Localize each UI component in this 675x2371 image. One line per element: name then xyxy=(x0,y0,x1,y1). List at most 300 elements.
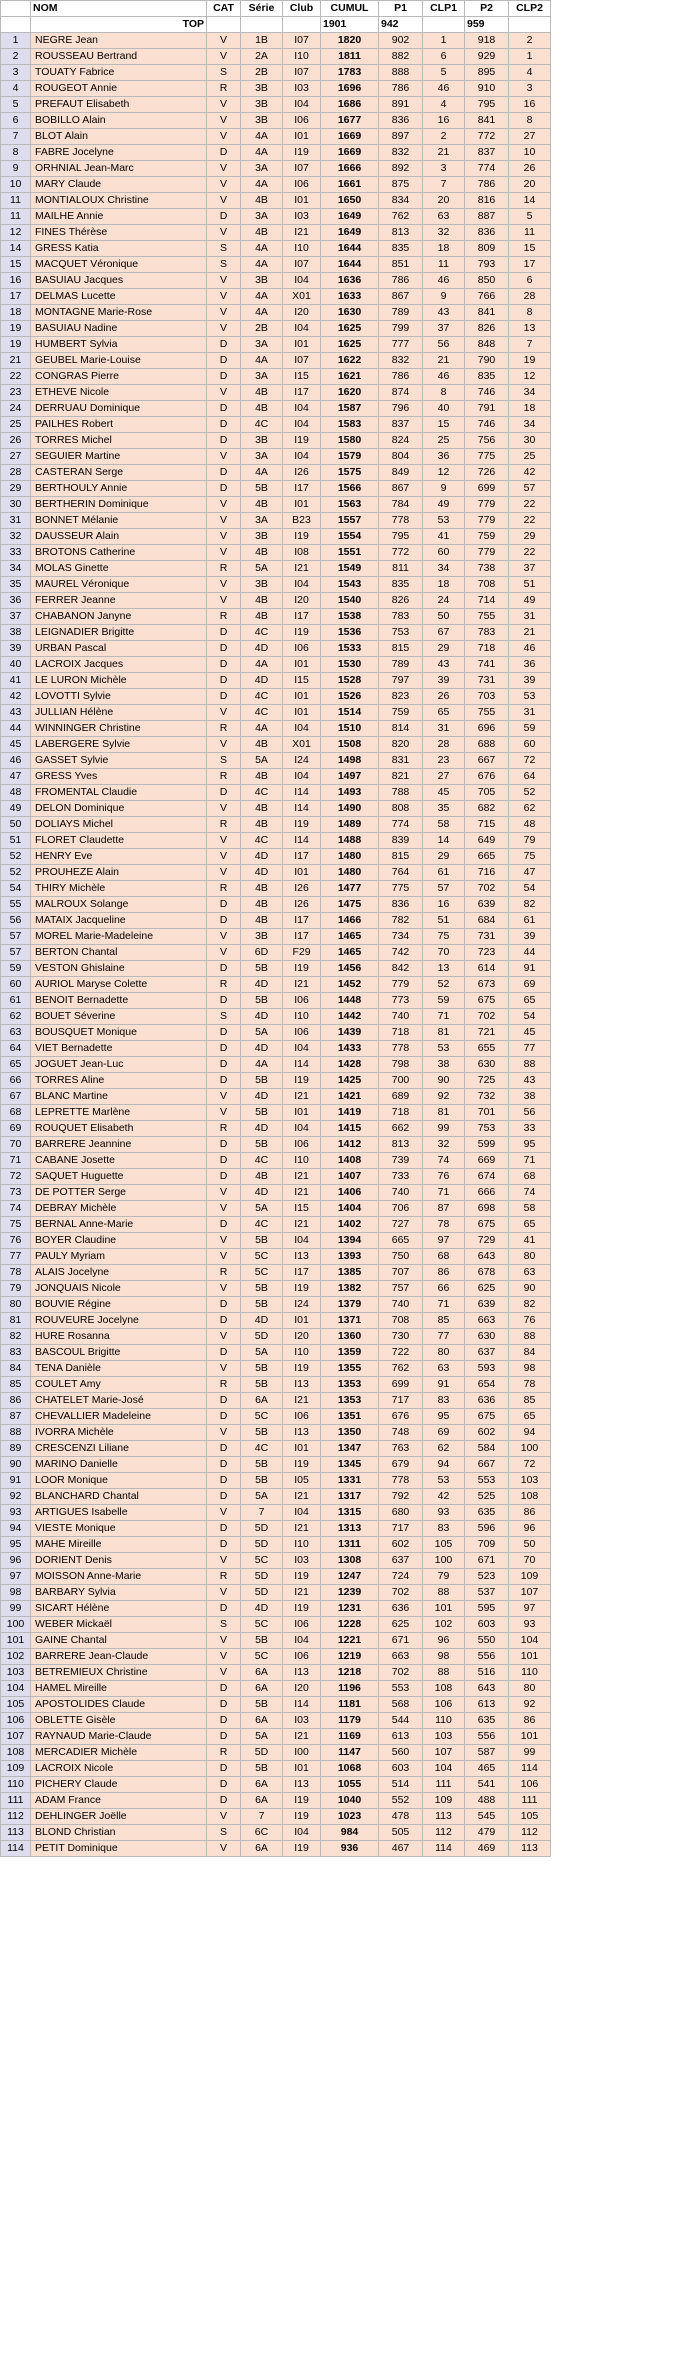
row-p1: 514 xyxy=(379,1777,423,1793)
row-clp1: 14 xyxy=(423,833,465,849)
table-row[interactable] xyxy=(1,1825,675,1841)
table-row[interactable] xyxy=(1,513,675,529)
table-row[interactable] xyxy=(1,1009,675,1025)
row-clp1: 9 xyxy=(423,289,465,305)
table-row[interactable] xyxy=(1,289,675,305)
table-row[interactable] xyxy=(1,321,675,337)
row-clp1: 65 xyxy=(423,705,465,721)
row-pad xyxy=(551,1601,675,1617)
table-row[interactable] xyxy=(1,1313,675,1329)
row-clp2: 31 xyxy=(509,705,551,721)
row-serie: 5D xyxy=(241,1329,283,1345)
row-cumul: 1533 xyxy=(321,641,379,657)
row-name: BARRERE Jeannine xyxy=(31,1137,207,1153)
table-row[interactable] xyxy=(1,1169,675,1185)
row-serie: 4A xyxy=(241,721,283,737)
table-row[interactable] xyxy=(1,769,675,785)
table-row[interactable] xyxy=(1,497,675,513)
row-clp1: 35 xyxy=(423,801,465,817)
row-p1: 613 xyxy=(379,1729,423,1745)
table-row[interactable] xyxy=(1,1377,675,1393)
row-cat: V xyxy=(207,33,241,49)
row-serie: 4D xyxy=(241,1601,283,1617)
row-cat: D xyxy=(207,961,241,977)
row-clp1: 63 xyxy=(423,209,465,225)
row-clp2: 82 xyxy=(509,1297,551,1313)
row-p1: 795 xyxy=(379,529,423,545)
row-club: I01 xyxy=(283,129,321,145)
row-pad xyxy=(551,1105,675,1121)
row-clp2: 2 xyxy=(509,33,551,49)
row-p1: 662 xyxy=(379,1121,423,1137)
table-row[interactable] xyxy=(1,449,675,465)
table-row[interactable] xyxy=(1,273,675,289)
table-row[interactable] xyxy=(1,145,675,161)
row-pad xyxy=(551,1761,675,1777)
table-row[interactable] xyxy=(1,1089,675,1105)
row-pad xyxy=(551,961,675,977)
table-row[interactable] xyxy=(1,433,675,449)
table-row[interactable] xyxy=(1,625,675,641)
row-p1: 722 xyxy=(379,1345,423,1361)
table-row[interactable] xyxy=(1,1745,675,1761)
row-p1: 759 xyxy=(379,705,423,721)
row-serie: 4A xyxy=(241,657,283,673)
row-serie: 3A xyxy=(241,369,283,385)
table-row[interactable] xyxy=(1,657,675,673)
table-row[interactable] xyxy=(1,1553,675,1569)
row-p2: 614 xyxy=(465,961,509,977)
row-pad xyxy=(551,1313,675,1329)
row-clp1: 67 xyxy=(423,625,465,641)
table-row[interactable] xyxy=(1,977,675,993)
row-name: GAINE Chantal xyxy=(31,1633,207,1649)
row-p2: 702 xyxy=(465,881,509,897)
table-row[interactable] xyxy=(1,1041,675,1057)
table-row[interactable] xyxy=(1,913,675,929)
table-row[interactable] xyxy=(1,529,675,545)
row-cumul: 1439 xyxy=(321,1025,379,1041)
row-cat: S xyxy=(207,257,241,273)
row-p2: 556 xyxy=(465,1729,509,1745)
row-rank: 39 xyxy=(1,641,31,657)
table-row[interactable] xyxy=(1,1601,675,1617)
table-row[interactable] xyxy=(1,1057,675,1073)
table-row[interactable] xyxy=(1,1393,675,1409)
row-rank: 109 xyxy=(1,1761,31,1777)
row-pad xyxy=(551,449,675,465)
table-row[interactable] xyxy=(1,481,675,497)
row-p2: 816 xyxy=(465,193,509,209)
table-row[interactable] xyxy=(1,849,675,865)
table-row[interactable] xyxy=(1,1233,675,1249)
table-row[interactable] xyxy=(1,897,675,913)
table-row[interactable] xyxy=(1,49,675,65)
row-name: WEBER Mickaël xyxy=(31,1617,207,1633)
row-p1: 733 xyxy=(379,1169,423,1185)
table-row[interactable] xyxy=(1,1345,675,1361)
row-pad xyxy=(551,113,675,129)
table-row[interactable] xyxy=(1,817,675,833)
row-club: I17 xyxy=(283,609,321,625)
row-p2: 809 xyxy=(465,241,509,257)
table-row[interactable] xyxy=(1,993,675,1009)
row-name: BASCOUL Brigitte xyxy=(31,1345,207,1361)
row-serie: 6C xyxy=(241,1825,283,1841)
table-row[interactable] xyxy=(1,1521,675,1537)
row-rank: 78 xyxy=(1,1265,31,1281)
row-name: BERTHOULY Annie xyxy=(31,481,207,497)
row-rank: 57 xyxy=(1,929,31,945)
table-row[interactable] xyxy=(1,1505,675,1521)
table-row[interactable] xyxy=(1,1425,675,1441)
row-club: I01 xyxy=(283,865,321,881)
table-row[interactable] xyxy=(1,945,675,961)
row-p1: 797 xyxy=(379,673,423,689)
row-clp2: 46 xyxy=(509,641,551,657)
row-clp2: 97 xyxy=(509,1601,551,1617)
header-p2: P2 xyxy=(465,1,509,17)
table-row[interactable] xyxy=(1,1201,675,1217)
row-pad xyxy=(551,1425,675,1441)
row-club: I01 xyxy=(283,1761,321,1777)
row-rank: 70 xyxy=(1,1137,31,1153)
row-club: X01 xyxy=(283,737,321,753)
row-p2: 791 xyxy=(465,401,509,417)
row-pad xyxy=(551,97,675,113)
table-row[interactable] xyxy=(1,1265,675,1281)
table-row[interactable] xyxy=(1,33,675,49)
table-row[interactable] xyxy=(1,881,675,897)
row-serie: 5B xyxy=(241,1425,283,1441)
row-p2: 669 xyxy=(465,1153,509,1169)
table-row[interactable] xyxy=(1,1681,675,1697)
row-cat: V xyxy=(207,1553,241,1569)
row-cumul: 1393 xyxy=(321,1249,379,1265)
row-p2: 918 xyxy=(465,33,509,49)
table-row[interactable] xyxy=(1,1585,675,1601)
row-clp1: 52 xyxy=(423,977,465,993)
row-p1: 792 xyxy=(379,1489,423,1505)
table-row[interactable] xyxy=(1,609,675,625)
table-row[interactable] xyxy=(1,177,675,193)
row-clp2: 44 xyxy=(509,945,551,961)
row-cat: D xyxy=(207,465,241,481)
row-cumul: 1385 xyxy=(321,1265,379,1281)
table-row[interactable] xyxy=(1,1729,675,1745)
table-row[interactable] xyxy=(1,1793,675,1809)
table-row[interactable] xyxy=(1,1761,675,1777)
row-cumul: 1404 xyxy=(321,1201,379,1217)
table-row[interactable] xyxy=(1,113,675,129)
table-row[interactable] xyxy=(1,1457,675,1473)
table-row[interactable] xyxy=(1,1281,675,1297)
table-row[interactable] xyxy=(1,1361,675,1377)
row-clp2: 1 xyxy=(509,49,551,65)
table-row[interactable] xyxy=(1,1617,675,1633)
table-row[interactable] xyxy=(1,1137,675,1153)
row-club: I13 xyxy=(283,1665,321,1681)
table-row[interactable] xyxy=(1,1777,675,1793)
row-p1: 676 xyxy=(379,1409,423,1425)
row-pad xyxy=(551,977,675,993)
row-name: HAMEL Mireille xyxy=(31,1681,207,1697)
row-cat: V xyxy=(207,1249,241,1265)
row-pad xyxy=(551,1009,675,1025)
row-rank: 7 xyxy=(1,129,31,145)
row-p2: 887 xyxy=(465,209,509,225)
table-row[interactable] xyxy=(1,241,675,257)
table-row[interactable] xyxy=(1,1665,675,1681)
row-cat: V xyxy=(207,593,241,609)
table-row[interactable] xyxy=(1,1697,675,1713)
table-row[interactable] xyxy=(1,545,675,561)
row-p1: 718 xyxy=(379,1025,423,1041)
table-row[interactable] xyxy=(1,417,675,433)
row-cumul: 1351 xyxy=(321,1409,379,1425)
row-p2: 726 xyxy=(465,465,509,481)
row-club: I14 xyxy=(283,1697,321,1713)
table-row[interactable] xyxy=(1,1073,675,1089)
row-club: I24 xyxy=(283,1297,321,1313)
table-row[interactable] xyxy=(1,129,675,145)
row-clp1: 50 xyxy=(423,609,465,625)
row-clp2: 10 xyxy=(509,145,551,161)
row-pad xyxy=(551,1217,675,1233)
table-row[interactable] xyxy=(1,673,675,689)
table-row[interactable] xyxy=(1,1649,675,1665)
row-pad xyxy=(551,673,675,689)
row-club: I01 xyxy=(283,657,321,673)
row-clp2: 31 xyxy=(509,609,551,625)
row-serie: 6A xyxy=(241,1777,283,1793)
row-clp1: 88 xyxy=(423,1665,465,1681)
row-p2: 603 xyxy=(465,1617,509,1633)
row-p1: 832 xyxy=(379,145,423,161)
row-clp1: 61 xyxy=(423,865,465,881)
row-clp2: 93 xyxy=(509,1617,551,1633)
row-p1: 505 xyxy=(379,1825,423,1841)
table-row[interactable] xyxy=(1,1537,675,1553)
table-row[interactable] xyxy=(1,209,675,225)
table-row[interactable] xyxy=(1,305,675,321)
table-row[interactable] xyxy=(1,1441,675,1457)
row-name: BARBARY Sylvia xyxy=(31,1585,207,1601)
row-club: I17 xyxy=(283,849,321,865)
row-serie: 5B xyxy=(241,993,283,1009)
row-serie: 3B xyxy=(241,273,283,289)
row-p1: 773 xyxy=(379,993,423,1009)
row-name: BOUET Séverine xyxy=(31,1009,207,1025)
table-row[interactable] xyxy=(1,1249,675,1265)
table-row[interactable] xyxy=(1,753,675,769)
row-rank: 52 xyxy=(1,849,31,865)
row-p1: 625 xyxy=(379,1617,423,1633)
row-clp2: 105 xyxy=(509,1809,551,1825)
table-row[interactable] xyxy=(1,689,675,705)
table-row[interactable] xyxy=(1,65,675,81)
row-club: I21 xyxy=(283,977,321,993)
row-cumul: 1514 xyxy=(321,705,379,721)
table-row[interactable] xyxy=(1,401,675,417)
row-clp2: 70 xyxy=(509,1553,551,1569)
row-cat: V xyxy=(207,945,241,961)
table-row[interactable] xyxy=(1,161,675,177)
table-row[interactable] xyxy=(1,801,675,817)
table-row[interactable] xyxy=(1,385,675,401)
row-club: I19 xyxy=(283,1457,321,1473)
row-cat: D xyxy=(207,1681,241,1697)
table-row[interactable] xyxy=(1,929,675,945)
row-serie: 4B xyxy=(241,769,283,785)
row-name: BROTONS Catherine xyxy=(31,545,207,561)
row-p2: 746 xyxy=(465,385,509,401)
row-p2: 715 xyxy=(465,817,509,833)
row-clp1: 76 xyxy=(423,1169,465,1185)
table-row[interactable] xyxy=(1,1489,675,1505)
row-pad xyxy=(551,945,675,961)
row-p1: 762 xyxy=(379,1361,423,1377)
row-club: I06 xyxy=(283,1649,321,1665)
row-clp2: 54 xyxy=(509,1009,551,1025)
row-clp2: 14 xyxy=(509,193,551,209)
row-cumul: 1622 xyxy=(321,353,379,369)
table-row[interactable] xyxy=(1,737,675,753)
row-rank: 24 xyxy=(1,401,31,417)
row-name: MAUREL Véronique xyxy=(31,577,207,593)
row-p2: 587 xyxy=(465,1745,509,1761)
table-row[interactable] xyxy=(1,1297,675,1313)
table-row[interactable] xyxy=(1,705,675,721)
table-row[interactable] xyxy=(1,1105,675,1121)
row-cumul: 1526 xyxy=(321,689,379,705)
row-p1: 724 xyxy=(379,1569,423,1585)
row-name: IVORRA Michèle xyxy=(31,1425,207,1441)
table-row[interactable] xyxy=(1,353,675,369)
table-row[interactable] xyxy=(1,81,675,97)
row-p2: 725 xyxy=(465,1073,509,1089)
row-p1: 820 xyxy=(379,737,423,753)
row-club: I07 xyxy=(283,353,321,369)
row-rank: 56 xyxy=(1,913,31,929)
table-row[interactable] xyxy=(1,97,675,113)
row-serie: 4D xyxy=(241,1313,283,1329)
row-rank: 96 xyxy=(1,1553,31,1569)
table-row[interactable] xyxy=(1,641,675,657)
table-row[interactable] xyxy=(1,1569,675,1585)
table-row[interactable] xyxy=(1,193,675,209)
row-cumul: 1419 xyxy=(321,1105,379,1121)
table-row[interactable] xyxy=(1,1841,675,1857)
table-row[interactable] xyxy=(1,961,675,977)
row-rank: 9 xyxy=(1,161,31,177)
row-cumul: 1360 xyxy=(321,1329,379,1345)
row-clp1: 4 xyxy=(423,97,465,113)
row-clp2: 3 xyxy=(509,81,551,97)
row-p1: 734 xyxy=(379,929,423,945)
table-row[interactable] xyxy=(1,1633,675,1649)
row-p2: 479 xyxy=(465,1825,509,1841)
table-row[interactable] xyxy=(1,369,675,385)
row-clp1: 32 xyxy=(423,1137,465,1153)
table-row[interactable] xyxy=(1,833,675,849)
row-cat: R xyxy=(207,881,241,897)
table-row[interactable] xyxy=(1,465,675,481)
row-pad xyxy=(551,49,675,65)
row-clp1: 31 xyxy=(423,721,465,737)
row-clp2: 39 xyxy=(509,929,551,945)
row-name: JOGUET Jean-Luc xyxy=(31,1057,207,1073)
row-pad xyxy=(551,769,675,785)
row-p1: 718 xyxy=(379,1105,423,1121)
row-serie: 6A xyxy=(241,1393,283,1409)
totals-serie xyxy=(241,17,283,33)
table-row[interactable] xyxy=(1,865,675,881)
table-row[interactable] xyxy=(1,337,675,353)
row-name: PREFAUT Elisabeth xyxy=(31,97,207,113)
row-p1: 739 xyxy=(379,1153,423,1169)
row-clp1: 60 xyxy=(423,545,465,561)
row-cat: V xyxy=(207,849,241,865)
row-p2: 630 xyxy=(465,1057,509,1073)
row-club: I13 xyxy=(283,1249,321,1265)
row-rank: 103 xyxy=(1,1665,31,1681)
table-row[interactable] xyxy=(1,1217,675,1233)
row-clp1: 81 xyxy=(423,1025,465,1041)
table-row[interactable] xyxy=(1,593,675,609)
table-row[interactable] xyxy=(1,1121,675,1137)
row-name: FROMENTAL Claudie xyxy=(31,785,207,801)
row-rank: 6 xyxy=(1,113,31,129)
table-row[interactable] xyxy=(1,1809,675,1825)
row-cat: D xyxy=(207,1537,241,1553)
table-row[interactable] xyxy=(1,785,675,801)
row-clp2: 22 xyxy=(509,545,551,561)
table-row[interactable] xyxy=(1,577,675,593)
table-row[interactable] xyxy=(1,1329,675,1345)
row-name: ROUQUET Elisabeth xyxy=(31,1121,207,1137)
table-row[interactable] xyxy=(1,1409,675,1425)
row-clp2: 50 xyxy=(509,1537,551,1553)
table-row[interactable] xyxy=(1,225,675,241)
row-clp1: 16 xyxy=(423,113,465,129)
row-clp2: 22 xyxy=(509,497,551,513)
row-serie: 5A xyxy=(241,1345,283,1361)
row-clp2: 48 xyxy=(509,817,551,833)
row-name: CHEVALLIER Madeleine xyxy=(31,1409,207,1425)
row-cumul: 1554 xyxy=(321,529,379,545)
row-cat: D xyxy=(207,1153,241,1169)
row-cat: D xyxy=(207,993,241,1009)
table-row[interactable] xyxy=(1,257,675,273)
row-serie: 5B xyxy=(241,1361,283,1377)
table-row[interactable] xyxy=(1,1473,675,1489)
row-cat: R xyxy=(207,721,241,737)
table-row[interactable] xyxy=(1,561,675,577)
table-row[interactable] xyxy=(1,1185,675,1201)
row-club: I07 xyxy=(283,161,321,177)
row-cat: D xyxy=(207,1137,241,1153)
row-cat: D xyxy=(207,689,241,705)
table-row[interactable] xyxy=(1,1025,675,1041)
row-clp2: 30 xyxy=(509,433,551,449)
table-row[interactable] xyxy=(1,721,675,737)
table-row[interactable] xyxy=(1,1153,675,1169)
table-row[interactable] xyxy=(1,1713,675,1729)
row-cumul: 1412 xyxy=(321,1137,379,1153)
row-rank: 112 xyxy=(1,1809,31,1825)
row-club: I21 xyxy=(283,561,321,577)
